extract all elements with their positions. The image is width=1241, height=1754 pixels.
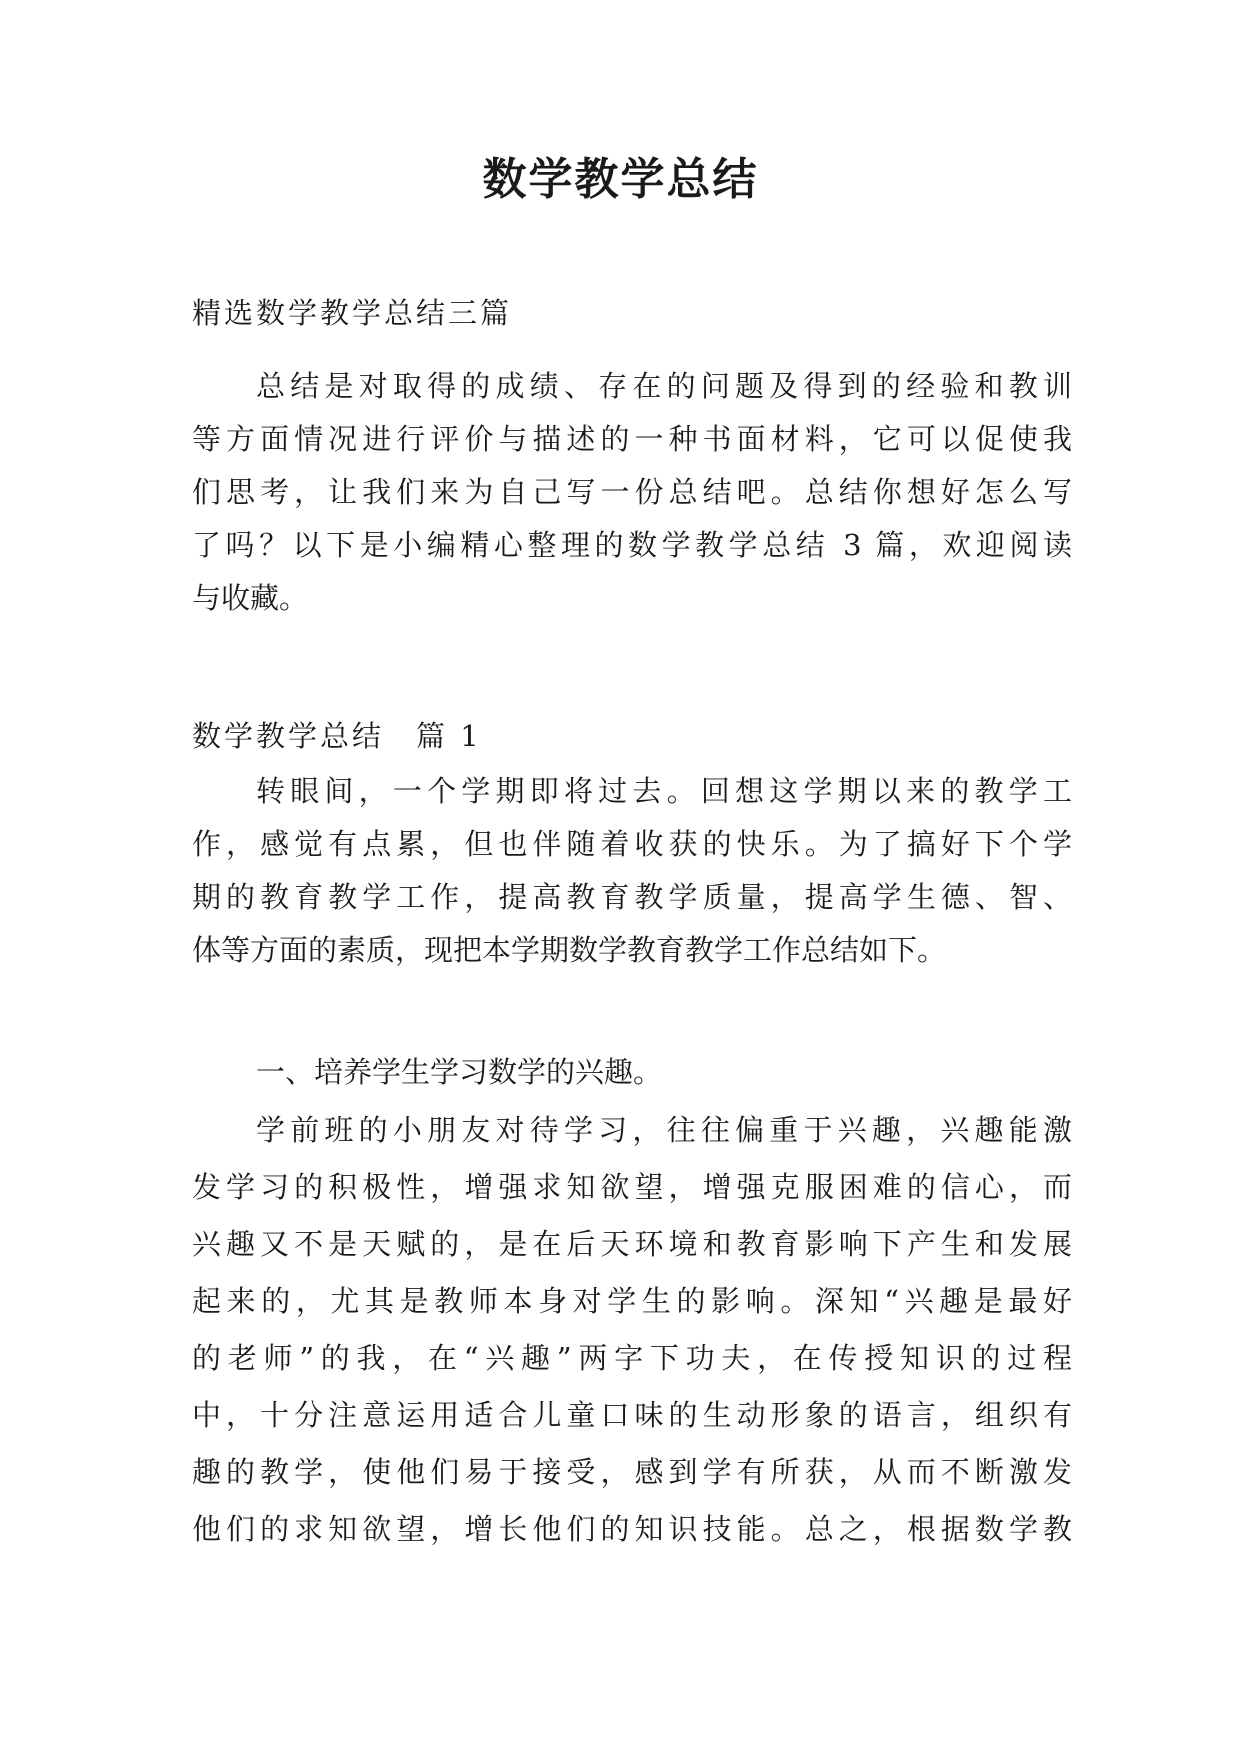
intro-paragraph: [192, 366, 1072, 618]
section1-paragraph-1: [192, 771, 1072, 970]
section-heading: 数学教学总结 篇 1: [192, 719, 482, 753]
paragraph-line: 学前班的小朋友对待学习，往往偏重于兴趣，兴趣能激: [256, 1113, 1072, 1147]
paragraph-line: 体等方面的素质，现把本学期数学教育教学工作总结如下。: [192, 933, 947, 967]
intro-line: 等方面情况进行评价与描述的一种书面材料，它可以促使我: [192, 422, 1072, 456]
intro-line: 与收藏。: [192, 581, 309, 615]
document-subtitle: 精选数学教学总结三篇: [192, 296, 513, 330]
paragraph-line: 中，十分注意运用适合儿童口味的生动形象的语言，组织有: [192, 1398, 1072, 1432]
paragraph-line: 的老师”的我，在“兴趣”两字下功夫，在传授知识的过程: [192, 1341, 1072, 1375]
intro-line: 总结是对取得的成绩、存在的问题及得到的经验和教训: [256, 369, 1072, 403]
intro-line: 了吗？以下是小编精心整理的数学教学总结 3 篇，欢迎阅读: [192, 528, 1072, 562]
paragraph-line: 趣的教学，使他们易于接受，感到学有所获，从而不断激发: [192, 1455, 1072, 1489]
paragraph-line: 转眼间，一个学期即将过去。回想这学期以来的教学工: [256, 774, 1072, 808]
section1-point-1: [192, 1052, 1072, 1092]
paragraph-line: 发学习的积极性，增强求知欲望，增强克服困难的信心，而: [192, 1170, 1072, 1204]
paragraph-line: 期的教育教学工作，提高教育教学质量，提高学生德、智、: [192, 880, 1072, 914]
paragraph-line: 作，感觉有点累，但也伴随着收获的快乐。为了搞好下个学: [192, 827, 1072, 861]
paragraph-line: 起来的，尤其是教师本身对学生的影响。深知“兴趣是最好: [192, 1284, 1072, 1318]
paragraph-line: 他们的求知欲望，增长他们的知识技能。总之，根据数学教: [192, 1512, 1072, 1546]
document-title: 数学教学总结: [482, 154, 759, 205]
section1-paragraph-2: [192, 1110, 1072, 1549]
intro-line: 们思考，让我们来为自己写一份总结吧。总结你想好怎么写: [192, 475, 1072, 509]
point-heading: 一、培养学生学习数学的兴趣。: [256, 1055, 663, 1089]
paragraph-line: 兴趣又不是天赋的，是在后天环境和教育影响下产生和发展: [192, 1227, 1072, 1261]
